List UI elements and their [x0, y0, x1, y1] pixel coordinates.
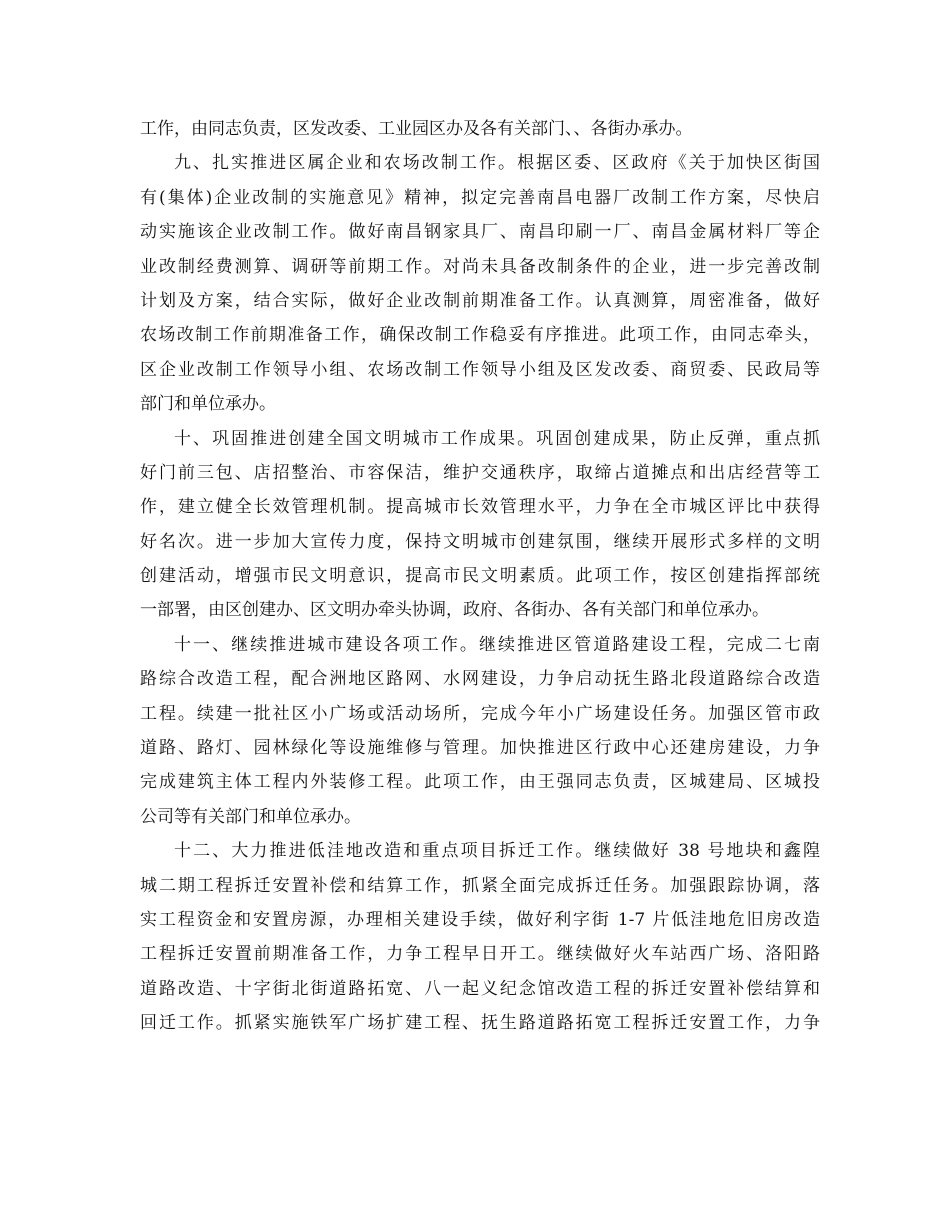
text-line: 十、巩固推进创建全国文明城市工作成果。巩固创建成果，防止反弹，重点抓	[174, 428, 820, 449]
text-line: 好名次。进一步加大宣传力度，保持文明城市创建氛围，继续开展形式多样的文明	[140, 531, 820, 552]
text-line: 路综合改造工程，配合洲地区路网、水网建设，力争启动抚生路北段道路综合改造	[140, 669, 820, 690]
text-line: 区企业改制工作领导小组、农场改制工作领导小组及区发改委、商贸委、民政局等	[140, 359, 820, 380]
text-line: 创建活动，增强市民文明意识，提高市民文明素质。此项工作，按区创建指挥部统	[140, 566, 820, 587]
text-line: 一部署，由区创建办、区文明办牵头协调，政府、各街办、各有关部门和单位承办。	[140, 600, 769, 621]
text-line: 农场改制工作前期准备工作，确保改制工作稳妥有序推进。此项工作，由同志牵头，	[140, 325, 820, 346]
text-line: 城二期工程拆迁安置补偿和结算工作，抓紧全面完成拆迁任务。加强跟踪协调，落	[140, 875, 820, 896]
text-line: 好门前三包、店招整治、市容保洁，维护交通秩序，取缔占道摊点和出店经营等工	[140, 462, 820, 483]
text-line: 工程拆迁安置前期准备工作，力争工程早日开工。继续做好火车站西广场、洛阳路	[140, 944, 820, 965]
text-line: 有(集体)企业改制的实施意见》精神，拟定完善南昌电器厂改制工作方案，尽快启	[140, 187, 820, 208]
text-line: 公司等有关部门和单位承办。	[140, 806, 361, 827]
paragraph	[140, 834, 820, 1040]
text-line: 回迁工作。抓紧实施铁军广场扩建工程、抚生路道路拓宽工程拆迁安置工作，力争	[140, 1013, 820, 1034]
text-line: 计划及方案，结合实际，做好企业改制前期准备工作。认真测算，周密准备，做好	[140, 290, 820, 311]
text-line: 道路、路灯、园林绿化等设施维修与管理。加快推进区行政中心还建房建设，力争	[140, 738, 820, 759]
text-line: 作，建立健全长效管理机制。提高城市长效管理水平，力争在全市城区评比中获得	[140, 497, 820, 518]
paragraph	[140, 628, 820, 834]
text-line: 实工程资金和安置房源，办理相关建设手续，做好利字街 1-7 片低洼地危旧房改造	[140, 909, 820, 930]
text-line: 十一、继续推进城市建设各项工作。继续推进区管道路建设工程，完成二七南	[174, 634, 820, 655]
text-line: 九、扎实推进区属企业和农场改制工作。根据区委、区政府《关于加快区街国	[174, 153, 820, 174]
text-line: 工作，由同志负责，区发改委、工业园区办及各有关部门、、各街办承办。	[140, 119, 693, 139]
text-line: 动实施该企业改制工作。做好南昌钢家具厂、南昌印刷一厂、南昌金属材料厂等企	[140, 222, 820, 243]
paragraph	[140, 422, 820, 628]
text-line: 道路改造、十字街北街道路拓宽、八一起义纪念馆改造工程的拆迁安置补偿结算和	[140, 978, 820, 999]
text-line: 部门和单位承办。	[140, 394, 276, 415]
paragraph	[140, 146, 820, 421]
text-line: 工程。续建一批社区小广场或活动场所，完成今年小广场建设任务。加强区管市政	[140, 703, 820, 724]
paragraph	[140, 112, 820, 146]
document-body	[140, 112, 820, 1041]
text-line: 业改制经费测算、调研等前期工作。对尚未具备改制条件的企业，进一步完善改制	[140, 256, 820, 277]
text-line: 完成建筑主体工程内外装修工程。此项工作，由王强同志负责，区城建局、区城投	[140, 772, 820, 793]
text-line: 十二、大力推进低洼地改造和重点项目拆迁工作。继续做好 38 号地块和鑫隍	[174, 841, 820, 862]
